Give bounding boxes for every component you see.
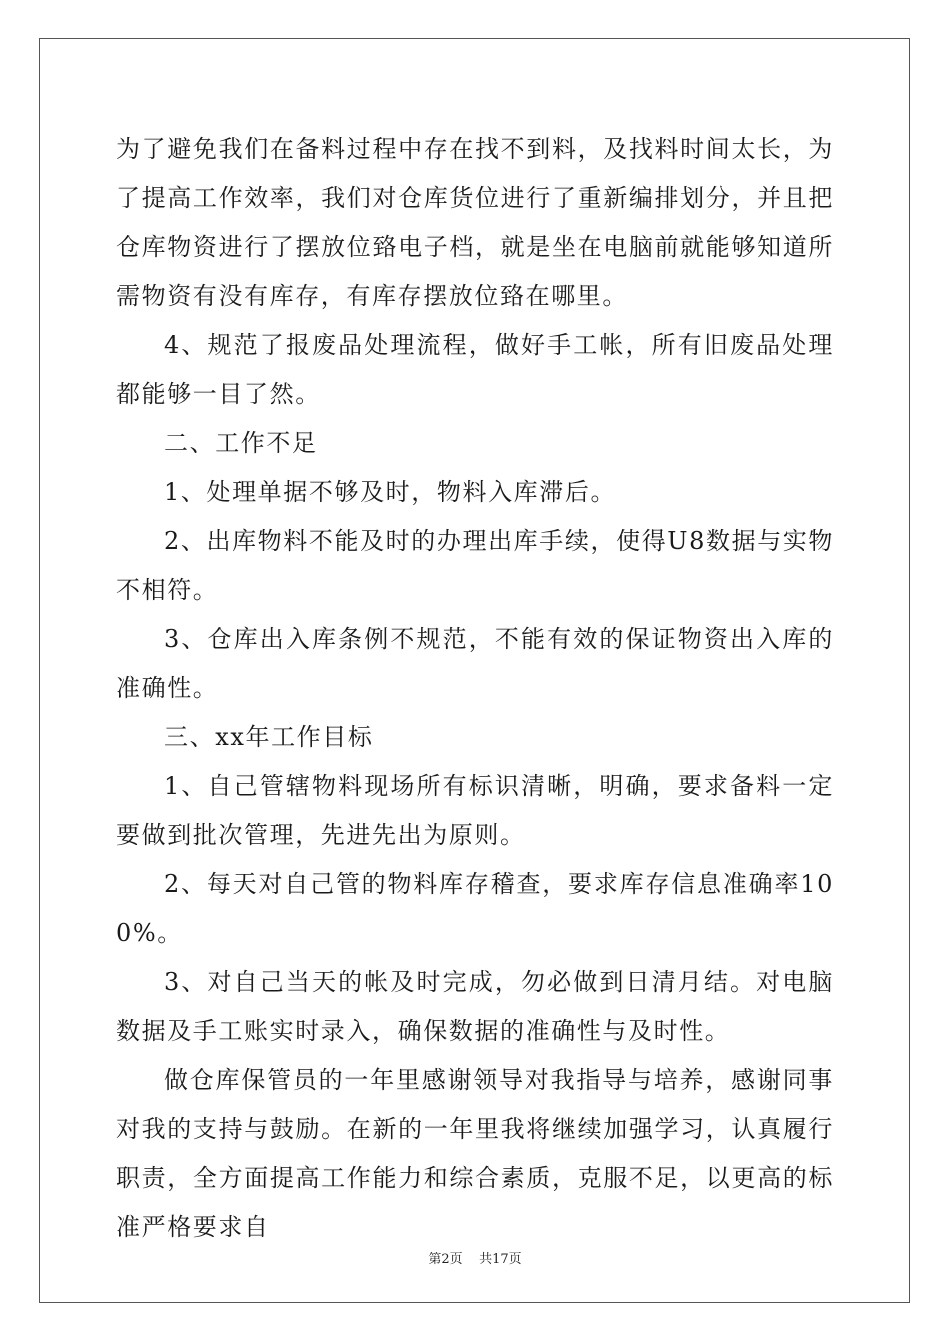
section-heading: 二、工作不足 <box>164 429 318 457</box>
section-heading: 三、xx年工作目标 <box>164 723 374 751</box>
paragraph: 做仓库保管员的一年里感谢领导对我指导与培养，感谢同事对我的支持与鼓励。在新的一年里我将继续加强学习，认真履行职责，全方面提高工作能力和综合素质，克服不足，以更高的标准严格要求自 <box>116 1066 834 1241</box>
paragraph: 1、处理单据不够及时，物料入库滞后。 <box>164 478 617 506</box>
paragraph: 2、出库物料不能及时的办理出库手续，使得U8数据与实物不相符。 <box>116 527 834 604</box>
paragraph: 1、自己管辖物料现场所有标识清晰，明确，要求备料一定要做到批次管理，先进先出为原则。 <box>116 772 834 849</box>
page-number: 第2页 <box>428 1252 463 1267</box>
page-footer <box>0 1248 950 1267</box>
paragraph: 4、规范了报废品处理流程，做好手工帐，所有旧废品处理都能够一目了然。 <box>116 331 834 408</box>
paragraph: 3、仓库出入库条例不规范，不能有效的保证物资出入库的准确性。 <box>116 625 834 702</box>
document-body <box>116 125 834 1252</box>
paragraph: 3、对自己当天的帐及时完成，勿必做到日清月结。对电脑数据及手工账实时录入，确保数据的准确性与及时性。 <box>116 968 834 1045</box>
page-total: 共17页 <box>479 1252 522 1267</box>
paragraph: 2、每天对自己管的物料库存稽查，要求库存信息准确率100%。 <box>116 870 834 947</box>
paragraph: 为了避免我们在备料过程中存在找不到料，及找料时间太长，为了提高工作效率，我们对仓库货位进行了重新编排划分，并且把仓库物资进行了摆放位臵电子档，就是坐在电脑前就能够知道所需物资有没有库存，有库存摆放位臵在哪里。 <box>116 135 834 310</box>
